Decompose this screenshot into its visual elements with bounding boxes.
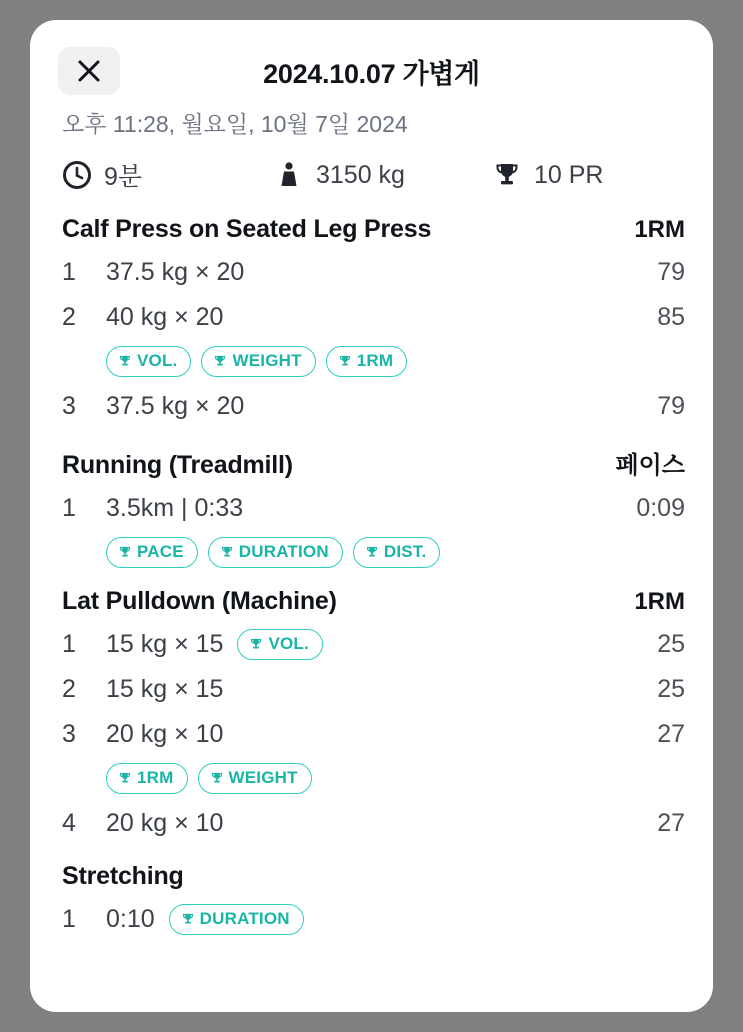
stat-pr <box>492 160 603 190</box>
set-value: 37.5 kg × 20 <box>106 392 245 420</box>
set-value: 15 kg × 15 <box>106 630 224 658</box>
trophy-icon <box>213 354 227 368</box>
trophy-icon <box>492 160 522 190</box>
trophy-icon <box>338 354 352 368</box>
pr-badges <box>237 629 322 660</box>
set-index: 3 <box>62 392 76 420</box>
summary-stats <box>62 157 685 193</box>
stat-volume <box>274 160 492 190</box>
table-row[interactable] <box>62 712 685 757</box>
exercise-header <box>62 215 685 244</box>
exercise-metric: 1RM <box>634 216 685 243</box>
set-index: 1 <box>62 905 76 933</box>
pr-badges <box>169 904 304 935</box>
pr-badges <box>106 533 685 571</box>
clock-icon <box>62 160 92 190</box>
set-value: 20 kg × 10 <box>106 720 224 748</box>
trophy-icon <box>118 354 132 368</box>
pr-badge-label: PACE <box>137 541 184 561</box>
pr-badge <box>106 537 198 568</box>
set-result: 79 <box>657 258 685 286</box>
set-index: 1 <box>62 630 76 658</box>
exercise-name: Running (Treadmill) <box>62 451 293 479</box>
set-index: 3 <box>62 720 76 748</box>
trophy-icon <box>118 545 132 559</box>
table-row[interactable] <box>62 486 685 531</box>
table-row[interactable] <box>62 897 685 942</box>
set-value: 3.5km | 0:33 <box>106 494 244 522</box>
pr-badge-label: 1RM <box>137 767 174 787</box>
stat-duration-value: 9분 <box>104 163 143 191</box>
pr-badge <box>106 346 191 377</box>
set-value: 0:10 <box>106 905 155 933</box>
table-row[interactable] <box>62 622 685 667</box>
set-value: 20 kg × 10 <box>106 809 224 837</box>
table-row[interactable] <box>62 667 685 712</box>
weight-icon <box>274 160 304 190</box>
trophy-icon <box>249 637 263 651</box>
header <box>58 42 685 100</box>
trophy-icon <box>365 545 379 559</box>
set-value: 37.5 kg × 20 <box>106 258 245 286</box>
table-row[interactable] <box>62 801 685 846</box>
set-index: 1 <box>62 258 76 286</box>
set-result: 79 <box>657 392 685 420</box>
pr-badge <box>208 537 343 568</box>
trophy-icon <box>118 771 132 785</box>
exercise-header <box>62 445 685 480</box>
pr-badge <box>169 904 304 935</box>
pr-badge-label: DURATION <box>238 541 329 561</box>
pr-badge <box>353 537 441 568</box>
pr-badge-label: 1RM <box>356 350 394 370</box>
close-x-icon <box>76 58 102 84</box>
set-value: 15 kg × 15 <box>106 675 224 703</box>
exercise-header <box>62 862 685 891</box>
pr-badges <box>106 342 685 380</box>
set-result: 25 <box>657 630 685 658</box>
set-index: 4 <box>62 809 76 837</box>
set-value: 40 kg × 20 <box>106 303 224 331</box>
table-row[interactable] <box>62 384 685 429</box>
set-index: 2 <box>62 675 76 703</box>
exercise-header <box>62 587 685 616</box>
set-result: 25 <box>657 675 685 703</box>
set-result: 0:09 <box>636 494 685 522</box>
exercise-name: Calf Press on Seated Leg Press <box>62 215 432 243</box>
stat-pr-value: 10 PR <box>534 160 604 189</box>
table-row[interactable] <box>62 295 685 340</box>
exercise-name: Lat Pulldown (Machine) <box>62 587 337 615</box>
table-row[interactable] <box>62 250 685 295</box>
exercise-metric: 1RM <box>634 588 685 615</box>
workout-detail-card <box>30 20 713 1012</box>
set-index: 2 <box>62 303 76 331</box>
exercise-name: Stretching <box>62 862 184 890</box>
trophy-icon <box>220 545 234 559</box>
set-result: 85 <box>657 303 685 331</box>
stat-duration <box>62 157 274 193</box>
pr-badge <box>106 763 188 794</box>
set-result: 27 <box>657 809 685 837</box>
workout-datetime: 오후 11:28, 월요일, 10월 7일 2024 <box>62 111 408 137</box>
set-result: 27 <box>657 720 685 748</box>
trophy-icon <box>181 912 195 926</box>
set-index: 1 <box>62 494 76 522</box>
pr-badge <box>237 629 322 660</box>
page-title: 2024.10.07 가볍게 <box>263 58 480 89</box>
close-button[interactable] <box>58 47 120 95</box>
pr-badge <box>201 346 315 377</box>
trophy-icon <box>210 771 224 785</box>
pr-badge-label: VOL. <box>137 350 178 370</box>
exercise-metric: 페이스 <box>615 452 685 479</box>
pr-badge-label: DIST. <box>383 541 427 561</box>
pr-badge-label: VOL. <box>268 634 309 653</box>
pr-badge-label: DURATION <box>199 909 290 928</box>
pr-badge-label: WEIGHT <box>232 350 302 370</box>
stat-volume-value: 3150 kg <box>316 160 405 189</box>
pr-badges <box>106 759 685 797</box>
pr-badge <box>326 346 408 377</box>
pr-badge-label: WEIGHT <box>228 767 298 787</box>
pr-badge <box>198 763 312 794</box>
